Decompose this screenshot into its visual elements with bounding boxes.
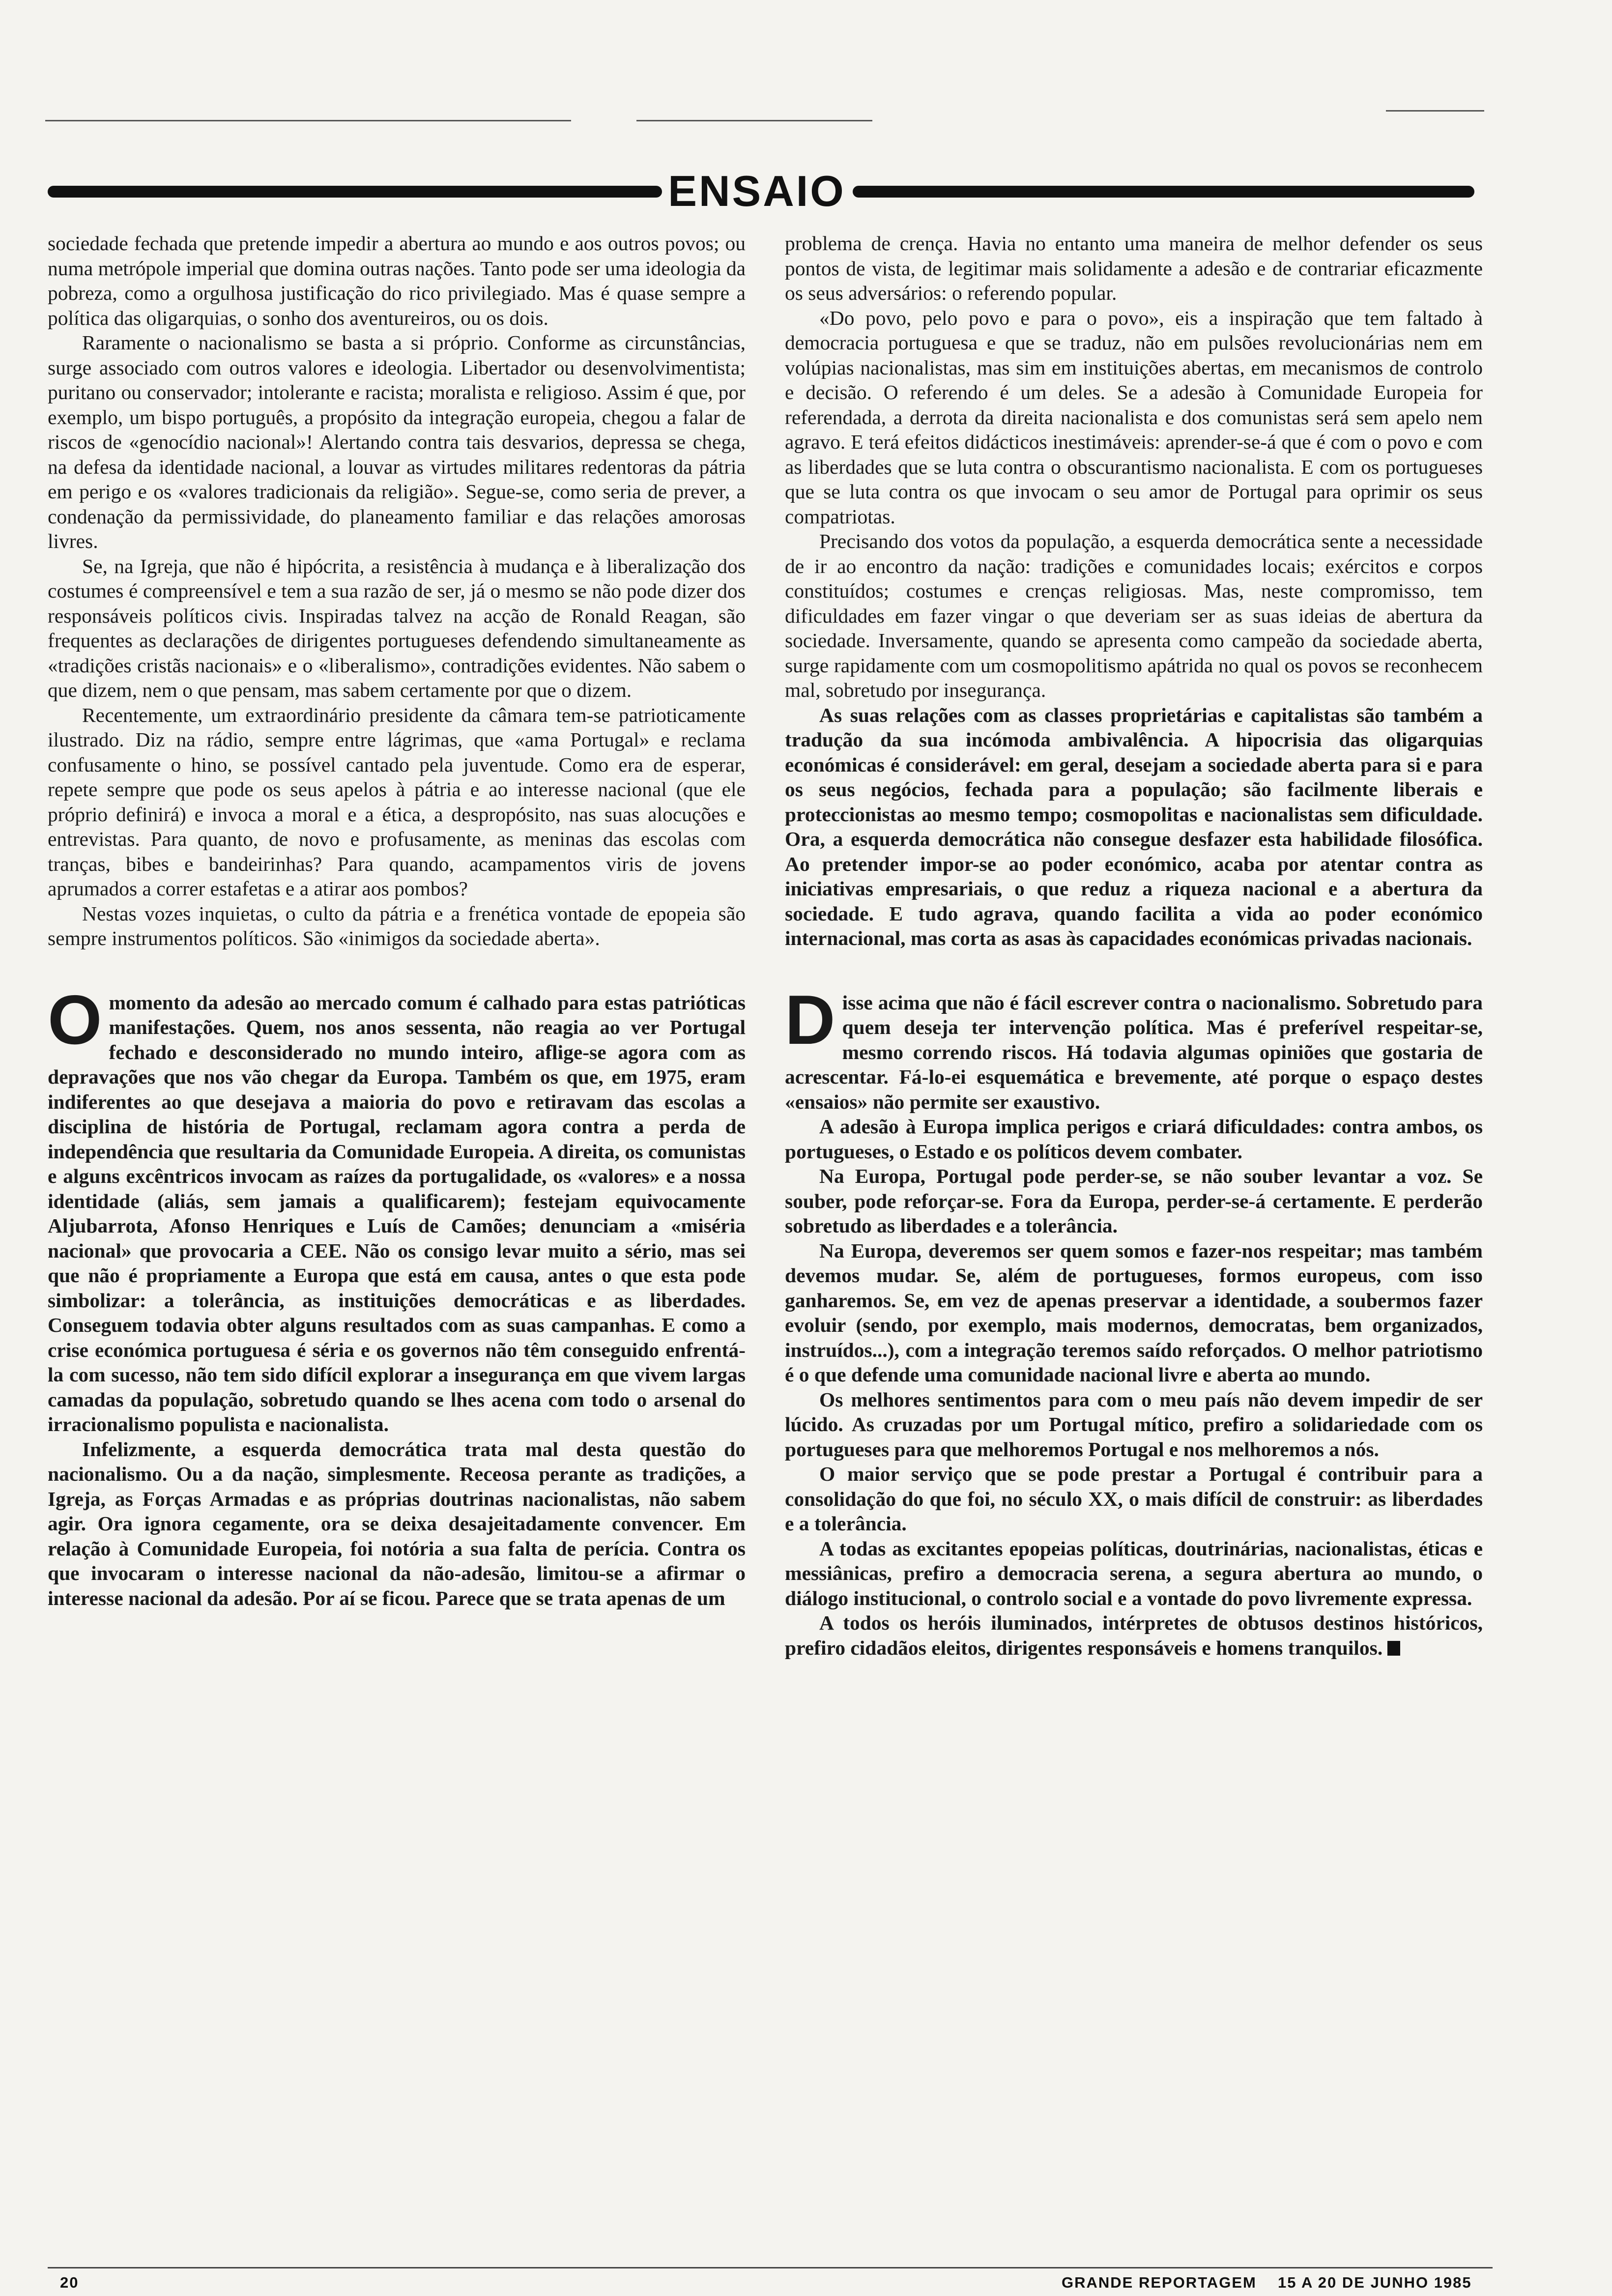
paragraph-text: sociedade fechada que pretende impedir a abertura ao mundo e aos outros povos; ou numa metrópole imperial que domina outras nações. Tanto pode ser uma ideologia da pobreza, como a orgulhosa justificação do rico privilegiado. Mas é quase sempre a política das oligarquias, o sonho dos aventureiros, ou os dois. — [48, 232, 746, 329]
article-column-right — [785, 231, 1483, 2266]
top-rule-middle — [636, 120, 872, 121]
header-bar-right — [853, 186, 1474, 198]
paragraph-text: Raramente o nacionalismo se basta a si próprio. Conforme as circunstâncias, surge associado com outros valores e ideologia. Libertador ou desenvolvimentista; puritano ou conservador; intolerante e racista; moralista e religioso. Assim é que, por exemplo, um bispo português, a propósito da integração europeia, chegou a falar de riscos de «genocídio nacional»! Alertando contra tais desvarios, depressa se chega, na defesa da identidade nacional, a louvar as virtudes militares redentoras da pátria em perigo e os «valores tradicionais da religião». Segue-se, como seria de prever, a condenação da permissividade, do planeamento familiar e das relações amorosas livres. — [48, 331, 746, 552]
paragraph-text: Nestas vozes inquietas, o culto da pátria e a frenética vontade de epopeia são sempre instrumentos políticos. São «inimigos da sociedade aberta». — [48, 902, 746, 949]
drop-cap: O — [48, 980, 102, 1059]
paragraph — [785, 980, 1483, 1115]
top-rule-left — [45, 120, 571, 121]
paragraph-text: A todos os heróis iluminados, intérpretes de obtusos destinos históricos, prefiro cidadãos eleitos, dirigentes responsáveis e homens tranquilos. — [785, 1611, 1483, 1659]
footer-rule — [48, 2267, 1493, 2268]
paragraph — [48, 231, 746, 330]
paragraph-text: Na Europa, Portugal pode perder-se, se não souber levantar a voz. Se souber, pode reforçar-se. Fora da Europa, perder-se-á certamente. E perderão sobretudo as liberdades e a tolerância. — [785, 1165, 1483, 1237]
paragraph-text: As suas relações com as classes proprietárias e capitalistas são também a tradução da sua incómoda ambivalência. A hipocrisia das oligarquias económicas é considerável: em geral, desejam a sociedade aberta para si e para os seus negócios, fechada para a população; são facilmente liberais e proteccionistas ao mesmo tempo; cosmopolitas e nacionalistas sem dificuldade. Ora, a esquerda democrática não consegue desfazer esta habilidade filosófica. Ao pretender impor-se ao poder económico, acaba por atentar contra as iniciativas empresariais, o que reduz a riqueza nacional e a abertura da sociedade. E tudo agrava, quando facilita a vida ao poder económico internacional, mas corta as asas às capacidades económicas privadas nacionais. — [785, 703, 1483, 949]
page-number: 20 — [60, 2274, 79, 2291]
paragraph — [785, 1238, 1483, 1387]
paragraph — [785, 703, 1483, 951]
section-title: ENSAIO — [668, 167, 846, 215]
paragraph — [785, 306, 1483, 529]
paragraph-text: problema de crença. Havia no entanto uma maneira de melhor defender os seus pontos de vista, de legitimar mais solidamente a adesão e de contrariar eficazmente os seus adversários: o referendo popular. — [785, 232, 1483, 304]
paragraph — [48, 554, 746, 703]
header-bar-left — [48, 186, 662, 198]
paragraph — [785, 529, 1483, 703]
paragraph — [785, 1387, 1483, 1462]
paragraph-text: Se, na Igreja, que não é hipócrita, a resistência à mudança e à liberalização dos costumes é compreensível e tem a sua razão de ser, já o mesmo se não pode dizer dos responsáveis políticos civis. Inspiradas talvez na acção de Ronald Reagan, são frequentes as declarações de dirigentes portugueses defendendo simultaneamente as «tradições cristãs nacionais» e o «liberalismo», contradições evidentes. Não sabem o que dizem, nem o que pensam, mas sabem certamente por que o dizem. — [48, 554, 746, 701]
paragraph — [785, 231, 1483, 306]
paragraph-text: momento da adesão ao mercado comum é calhado para estas patrióticas manifestações. Quem, nos anos sessenta, não reagia ao ver Portugal fechado e desconsiderado no mundo inteiro, aflige-se agora com as depravações que nos vão chegar da Europa. Também os que, em 1975, eram indiferentes ao que desejava a maioria do povo e retiravam das escolas a disciplina de história de Portugal, reclamam agora contra a perda de independência que resultaria da Comunidade Europeia. A direita, os comunistas e alguns excêntricos invocam as raízes da portugalidade, os «valores» e a nossa identidade (aliás, sem jamais a qualificarem); festejam equivocamente Aljubarrota, Afonso Henriques e Luís de Camões; denunciam a «miséria nacional» que provocaria a CEE. Não os consigo levar muito a sério, mas sei que não é propriamente a Europa que está em causa, antes o que esta pode simbolizar: a tolerância, as instituições democráticas e as liberdades. Conseguem todavia obter alguns resultados com as suas campanhas. E como a crise económica portuguesa é séria e os governos não têm conseguido enfrentá-la com sucesso, não tem sido difícil explorar a insegurança em que vivem largas camadas da população, sobretudo quando se lhes acena com todo o arsenal do irracionalismo populista e nacionalista. — [48, 991, 746, 1435]
paragraph-text: Infelizmente, a esquerda democrática trata mal desta questão do nacionalismo. Ou a da nação, simplesmente. Receosa perante as tradições, a Igreja, as Forças Armadas e as próprias doutrinas nacionalistas, não sabem agir. Ora ignora cegamente, ora se deixa desajeitadamente convencer. Em relação à Comunidade Europeia, foi notória a sua falta de perícia. Contra os que invocaram o interesse nacional da não-adesão, limitou-se a afirmar o interesse nacional da adesão. Por aí se ficou. Parece que se trata apenas de um — [48, 1437, 746, 1609]
paragraph-text: Na Europa, deveremos ser quem somos e fazer-nos respeitar; mas também devemos mudar. Se, além de portugueses, formos europeus, com isso ganharemos. Se, em vez de apenas preservar a identidade, a soubermos fazer evoluir (sendo, por exemplo, mais modernos, democratas, bem organizados, instruídos...), com a integração teremos saído reforçados. O melhor patriotismo é o que defende uma comunidade nacional livre e aberta ao mundo. — [785, 1239, 1483, 1386]
paragraph-text: Os melhores sentimentos para com o meu país não devem impedir de ser lúcido. As cruzadas por um Portugal mítico, prefiro a solidariedade com os portugueses para que melhoremos Portugal e nos melhoremos a nós. — [785, 1388, 1483, 1461]
paragraph — [48, 330, 746, 554]
paragraph-text: isse acima que não é fácil escrever contra o nacionalismo. Sobretudo para quem deseja ter intervenção política. Mas é preferível respeitar-se, mesmo correndo riscos. Há todavia algumas opiniões que gostaria de acrescentar. Fá-lo-ei esquemática e brevemente, até porque o espaço destes «ensaios» não permite ser exaustivo. — [785, 991, 1483, 1113]
paragraph — [785, 1536, 1483, 1611]
paragraph-text: Precisando dos votos da população, a esquerda democrática sente a necessidade de ir ao encontro da nação: tradições e comunidades locais; exércitos e corpos constituídos; costumes e crenças religiosas. Mas, neste compromisso, tem dificuldades em fazer vingar o que deveriam ser as suas ideias de abertura da sociedade. Inversamente, quando se apresenta como campeão da sociedade aberta, surge rapidamente com um cosmopolitismo apátrida no qual os povos se reconhecem mal, sobretudo por insegurança. — [785, 530, 1483, 701]
issue-date: 15 A 20 DE JUNHO 1985 — [1278, 2274, 1472, 2291]
paragraph — [48, 980, 746, 1437]
drop-cap: D — [785, 980, 835, 1059]
paragraph — [48, 901, 746, 951]
end-of-article-mark — [1387, 1641, 1400, 1656]
paragraph — [48, 1437, 746, 1611]
paragraph — [785, 1164, 1483, 1238]
article-column-left — [48, 231, 746, 2266]
top-rule-right — [1386, 110, 1484, 112]
paragraph — [48, 703, 746, 901]
paragraph-text: O maior serviço que se pode prestar a Portugal é contribuir para a consolidação do que foi, no século XX, o mais difícil de construir: as liberdades e a tolerância. — [785, 1463, 1483, 1535]
paragraph-text: Recentemente, um extraordinário presidente da câmara tem-se patrioticamente ilustrado. Diz na rádio, sempre entre lágrimas, que «ama Portugal» e reclama confusamente o hino, se possível cantado pela juventude. Como era de esperar, repete sempre que pode os seus apelos à pátria e ao interesse nacional (que ele próprio definirá) e invoca a moral e a ética, a despropósito, nas suas alocuções e entrevistas. Para quanto, de novo e profusamente, as meninas das escolas com tranças, bibes e bandeirinhas? Para quando, acampamentos viris de jovens aprumados a correr estafetas e a atirar aos pombos? — [48, 703, 746, 900]
paragraph-text: A adesão à Europa implica perigos e criará dificuldades: contra ambos, os portugueses, o Estado e os políticos devem combater. — [785, 1115, 1483, 1163]
paragraph-text: A todas as excitantes epopeias políticas, doutrinárias, nacionalistas, éticas e messiânicas, prefiro a democracia serena, a segura abertura ao mundo, o diálogo institucional, o controlo social e a vontade do povo livremente expressa. — [785, 1537, 1483, 1609]
paragraph — [785, 1610, 1483, 1660]
paragraph — [785, 1462, 1483, 1536]
paragraph-text: «Do povo, pelo povo e para o povo», eis a inspiração que tem faltado à democracia portuguesa e que se traduz, não em pulsões revolucionárias nem em volúpias nacionalistas, mas sim em instituições abertas, em mecanismos de controlo e decisão. O referendo é um deles. Se a adesão à Comunidade Europeia for referendada, a derrota da direita nacionalista e dos comunistas será sem apelo nem agravo. E terá efeitos didácticos inestimáveis: aprender-se-á que é com o povo e com as liberdades que se luta contra o obscurantismo nacionalista. E com os portugueses que se luta contra os que invocam o seu amor de Portugal para oprimir os seus compatriotas. — [785, 306, 1483, 528]
publication-name: GRANDE REPORTAGEM — [1062, 2274, 1257, 2291]
paragraph — [785, 1114, 1483, 1164]
